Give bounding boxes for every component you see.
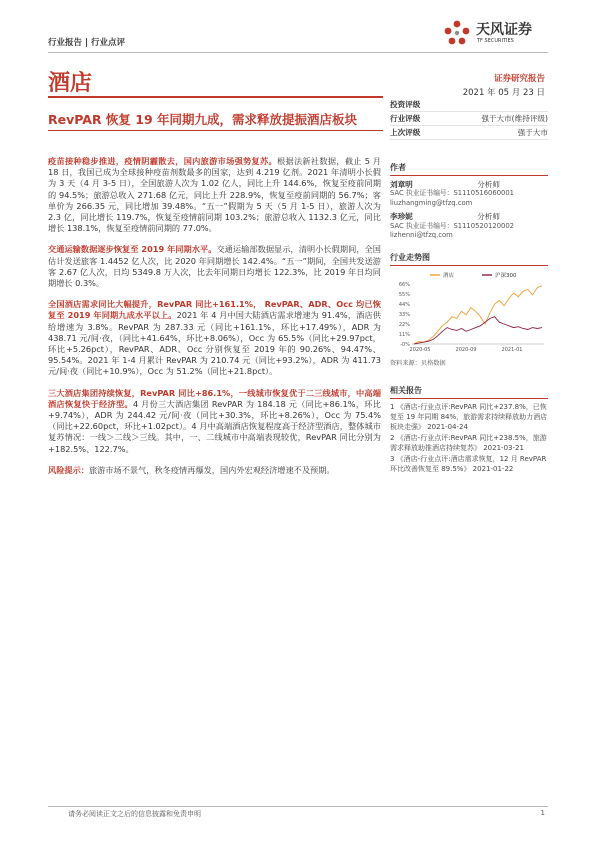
- logo-mark-icon: [442, 18, 472, 48]
- rating-row: [390, 126, 548, 140]
- rating-label: 行业评级: [390, 114, 421, 123]
- body-paragraph: [48, 388, 381, 455]
- paragraph-text: 旅游市场不景气，秋冬疫情再爆发，国内外宏观经济增速不及预期。: [88, 464, 335, 475]
- y-tick-label: 44%: [398, 302, 410, 309]
- body-paragraph: [48, 244, 381, 289]
- paragraph-text: 根据法新社数据，截止 5 月 18 日，我国已成为全球接种疫苗剂数最多的国家，达到 4.219 亿剂。2021 年清明小长假为 3 天（4 月 3-5 日），全国旅游人次为 1.02 亿人，同比上升 144.6%，恢复至疫前同期的 94.5%；旅游总收入 271.68 亿元，同比上升 228.9%，恢复至疫前同期的 56.7%；客单价为 266.35 元，同比增加 39.48%。“五一”假期为 5 天（5 月 1-5 日），旅游人次为 2.3 亿，同比增长 119.7%，恢复至疫情前同期 103.2%；旅游总收入 1132.3 亿元，同比增长 138.1%，恢复至疫情前同期的 77.0%。: [48, 156, 381, 234]
- paragraph-text: 2021 年 4 月中国大陆酒店需求增速为 91.4%，酒店供给增速为 3.8%。RevPAR 为 287.33 元（同比+161.1%，环比+17.49%），ADR 为 438.71 元/间·夜，（同比+41.64%，环比+8.06%），Occ 为 65.5%（同比+29.97pct，环比+5.26pct），RevPAR、ADR、Occ 分别恢复至 2019 年的 90.26%、94.47%、95.54%。2021 年 1-4 月累计 RevPAR 为 210.74 元（同比+93.2%），ADR 为 411.73 元/间·夜（同比+10.9%），Occ 为 51.2%（同比+21.8pct）。: [48, 310, 381, 377]
- report-type: 证券研究报告: [493, 74, 545, 84]
- risk-warning: [48, 465, 381, 476]
- authors-heading: 作者: [390, 162, 548, 176]
- report-date: 2021 年 05 月 23 日: [462, 88, 545, 98]
- title-divider: [48, 96, 383, 98]
- report-category: 行业报告 | 行业点评: [48, 38, 126, 48]
- legend-label: 沪深300: [495, 273, 517, 280]
- footer-disclaimer: 请务必阅读正文之后的信息披露和免责申明: [68, 810, 201, 818]
- page-title: 酒店: [48, 71, 93, 96]
- author-role: 分析师: [477, 180, 500, 189]
- author-name: 李珍妮: [390, 212, 413, 222]
- author-email[interactable]: liuzhangming@tfzq.com: [390, 198, 473, 207]
- author-card: [390, 212, 548, 240]
- y-tick-label: 33%: [398, 312, 410, 319]
- rating-label: 上次评级: [390, 128, 421, 137]
- rating-row: [390, 112, 548, 126]
- chart-source: 资料来源：贝格数据: [390, 360, 446, 368]
- top-divider: [48, 52, 548, 53]
- author-role: 分析师: [477, 212, 500, 222]
- legend-label: 酒店: [443, 273, 455, 280]
- paragraph-lead: 风险提示：: [48, 464, 89, 475]
- paragraph-lead: 全国酒店需求同比大幅提升，RevPAR 同比+161.1%， RevPAR、ADR、Occ 均已恢复至 2019 年同期九成水平以上。: [48, 299, 381, 321]
- rating-value: 强于大市: [517, 128, 548, 137]
- logo-text-en: TF SECURITIES: [477, 38, 514, 44]
- trend-chart-svg: [390, 270, 548, 356]
- related-heading: 相关报告: [390, 385, 548, 399]
- author-name: 刘章明: [390, 180, 413, 189]
- y-tick-label: -0%: [400, 342, 410, 349]
- author-license: SAC 执业证书编号：S1110516060001: [390, 189, 514, 198]
- related-report-link[interactable]: 2 《酒店-行业点评:RevPAR 同比+238.5%，旅游需求释放助推酒店持续复苏》 2021-03-21: [390, 434, 547, 452]
- company-logo: [442, 16, 552, 52]
- main-body: [48, 156, 381, 486]
- industry-trend-chart: [390, 270, 548, 356]
- paragraph-text: 4 月份三大酒店集团 RevPAR 为 184.18 元（同比+86.1%，环比+9.74%），ADR 为 244.42 元/间·夜（同比+30.3%，环比+8.26%），Occ 为 75.4%（同比+22.60pct，环比+1.02pct）。4 月中高端酒店恢复程度高于经济型酒店，整体城市复苏情况：一线＞二线＞三线。其中，一、二线城市中高端表现较优，RevPAR 同比分别为+182.5%、122.7%。: [48, 398, 381, 454]
- rating-value: 强于大市(维持评级): [481, 114, 548, 123]
- paragraph-lead: 交通运输数据逐步恢复至 2019 年同期水平。: [48, 244, 217, 255]
- page-number: 1: [540, 809, 545, 817]
- report-headline: RevPAR 恢复 19 年同期九成，需求释放提振酒店板块: [48, 112, 358, 127]
- rating-row: [390, 98, 548, 112]
- y-tick-label: 66%: [398, 282, 410, 289]
- y-tick-label: 55%: [398, 292, 410, 299]
- related-report-link[interactable]: 1 《酒店-行业点评:RevPAR 同比+237.8%，已恢复至 19 年同期 84%，旅游需求持续释放助力酒店板块走强》 2021-04-24: [390, 403, 548, 431]
- related-report-link[interactable]: 3 《酒店-行业点评:酒店需求恢复，12 月 RevPAR 环比改善恢复至 89.5%》 2021-01-22: [390, 455, 547, 473]
- series-line-index: [414, 317, 542, 344]
- rating-label: 投资评级: [390, 100, 421, 109]
- paragraph-lead: 三大酒店集团持续恢复，RevPAR 同比+86.1%，一线城市恢复优于二三线城市，中高端酒店恢复快于经济型。: [48, 387, 381, 409]
- chart-heading: 行业走势图: [390, 252, 548, 266]
- related-reports: [390, 403, 548, 474]
- author-license: SAC 执业证书编号：S1110520120002: [390, 221, 514, 230]
- author-email[interactable]: lizhenni@tfzq.com: [390, 231, 453, 240]
- x-tick-label: 2021-01: [501, 347, 523, 354]
- y-tick-label: 22%: [398, 322, 410, 329]
- headline-divider: [48, 130, 383, 131]
- body-paragraph: [48, 156, 381, 234]
- logo-text-cn: 天风证券: [476, 22, 532, 38]
- series-line-hotel: [414, 286, 542, 344]
- sidebar: [390, 98, 548, 477]
- footer-divider: [48, 806, 548, 807]
- x-tick-label: 2020-09: [455, 347, 477, 354]
- paragraph-text: 交通运输部数据显示，清明小长假期间，全国估计发送旅客 1.4452 亿人次，比 2020 年同期增长 142.4%。“五一”期间，全国共发送游客 2.67 亿人次，日均 5349.8 万人次，比去年同期日均增长 122.3%，比 2019 年日均同期增长 0.3%。: [48, 244, 381, 289]
- author-card: [390, 180, 548, 208]
- body-paragraph: [48, 299, 381, 377]
- paragraph-lead: 疫苗接种稳步推进，疫情阴霾散去，国内旅游市场强势复苏。: [48, 156, 277, 166]
- x-tick-label: 2020-05: [409, 347, 431, 354]
- y-tick-label: 11%: [398, 332, 410, 339]
